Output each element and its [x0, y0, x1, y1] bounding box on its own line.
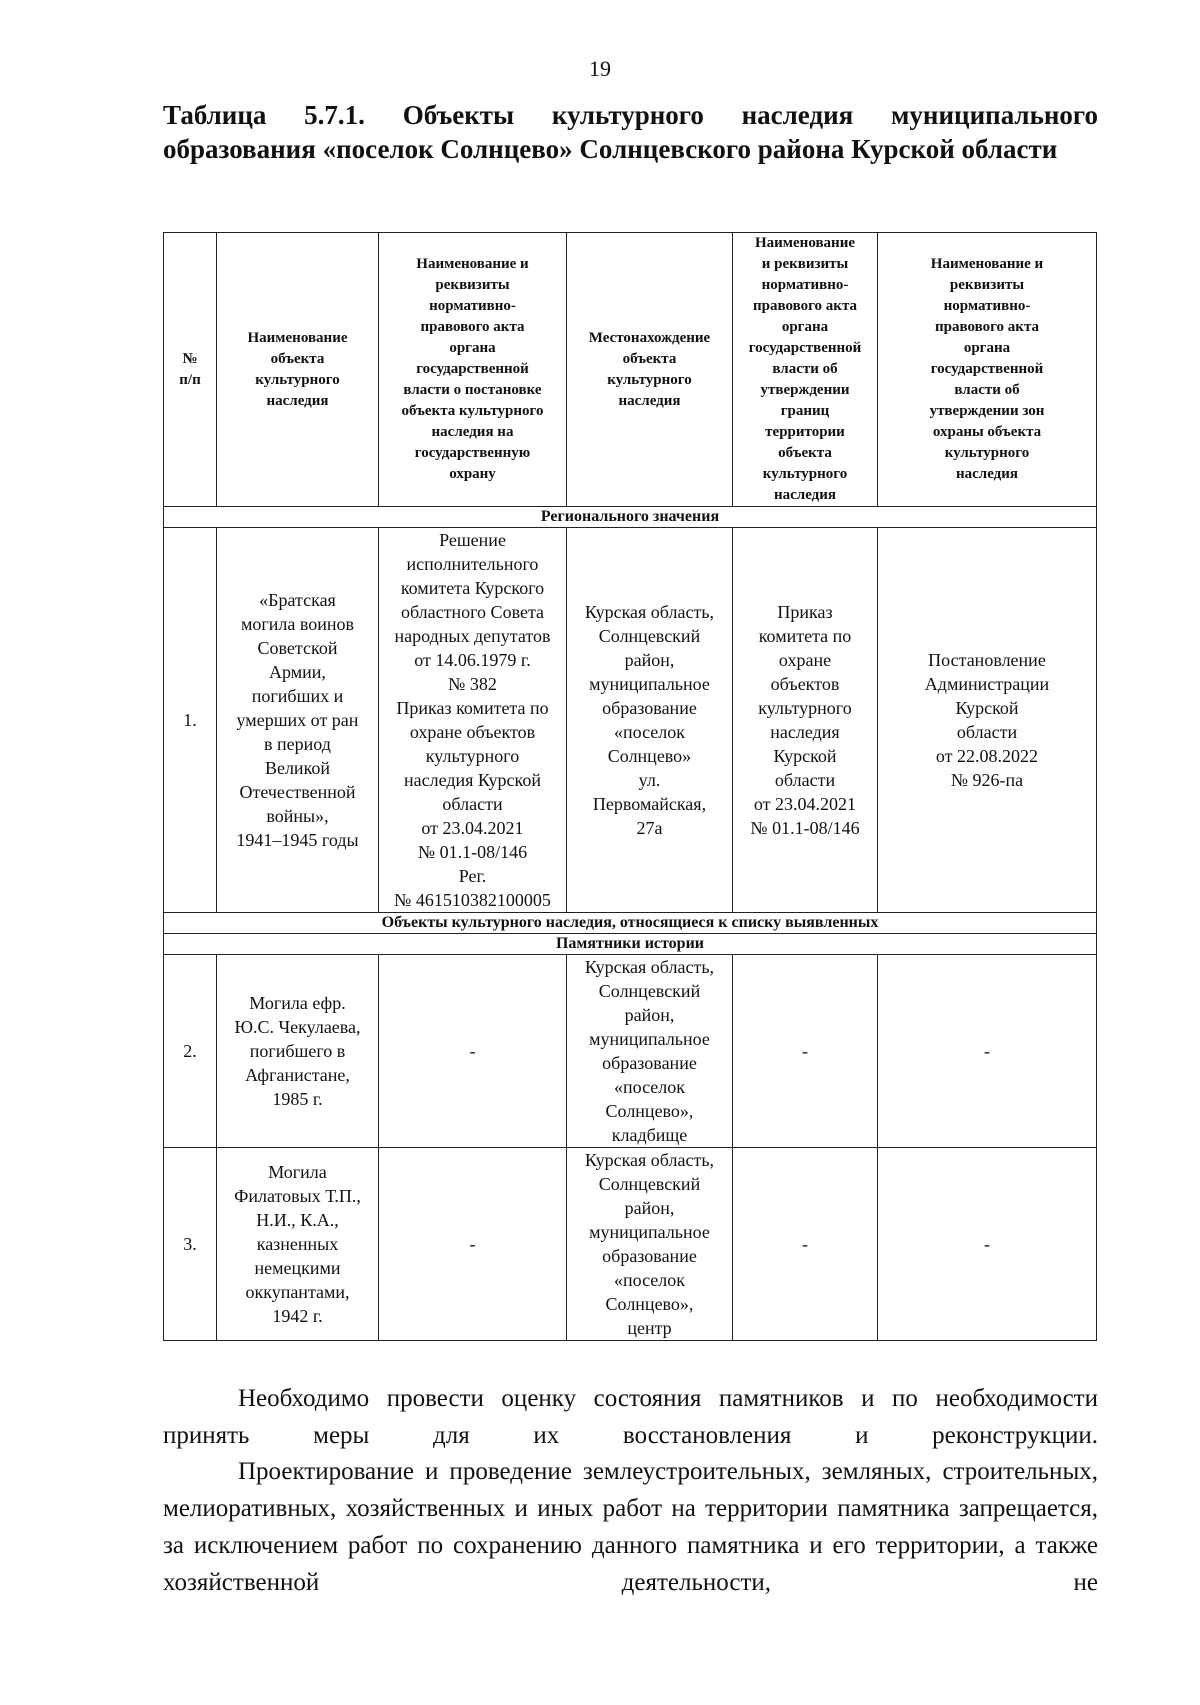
row-number: 2.: [164, 955, 217, 1148]
protection-zones-cell: Постановление Администрации Курской области от 22.08.2022 № 926-па: [878, 528, 1097, 913]
object-name-cell: «Братская могила воинов Советской Армии, погибших и умерших от ран в период Великой Отечественной войны», 1941–1945 годы: [217, 528, 379, 913]
page-number: 19: [589, 56, 611, 81]
boundaries-act-cell: -: [733, 1148, 878, 1341]
table-title: Таблица 5.7.1. Объекты культурного наследия муниципального образования «поселок Солнцево» Солнцевского района Курской области: [163, 100, 1098, 164]
boundaries-act-cell: Приказ комитета по охране объектов культурного наследия Курской области от 23.04.2021 № 01.1-08/146: [733, 528, 878, 913]
location-cell: Курская область, Солнцевский район, муниципальное образование «поселок Солнцево», кладбище: [567, 955, 733, 1148]
boundaries-act-cell: -: [733, 955, 878, 1148]
body-paragraph: Необходимо провести оценку состояния памятников и по необходимости принять меры для их восстановления и реконструкции.: [163, 1385, 1098, 1449]
location-cell: Курская область, Солнцевский район, муниципальное образование «поселок Солнцево» ул. Первомайская, 27а: [567, 528, 733, 913]
object-name-cell: Могила ефр. Ю.С. Чекулаева, погибшего в Афганистане, 1985 г.: [217, 955, 379, 1148]
registration-act-cell: -: [379, 1148, 567, 1341]
body-paragraph: Проектирование и проведение землеустроительных, земляных, строительных, мелиоративных, хозяйственных и иных работ на территории памятника запрещается, за исключением работ по сохранению данного памятника и его территории, а также хозяйственной деятельности, не: [163, 1458, 1098, 1596]
registration-act-cell: Решение исполнительного комитета Курского областного Совета народных депутатов от 14.06.1979 г. № 382 Приказ комитета по охране объектов культурного наследия Курской области от 23.04.2021 № 01.1-08/146 Рег. № 461510382100005: [379, 528, 567, 913]
header-num: № п/п: [164, 233, 217, 507]
protection-zones-cell: -: [878, 955, 1097, 1148]
heritage-objects-table: [163, 232, 1097, 1341]
section-row-regional: [164, 507, 1097, 528]
section-label-regional: Регионального значения: [164, 507, 1097, 528]
section-row-identified: [164, 913, 1097, 934]
section-row-history: [164, 934, 1097, 955]
location-cell: Курская область, Солнцевский район, муниципальное образование «поселок Солнцево», центр: [567, 1148, 733, 1341]
header-protection-zones-act: Наименование и реквизиты нормативно- правового акта органа государственной власти об утверждении зон охраны объекта культурного наследия: [878, 233, 1097, 507]
header-registration-act: Наименование и реквизиты нормативно- правового акта органа государственной власти о постановке объекта культурного наследия на государственную охрану: [379, 233, 567, 507]
table-header-row: [164, 233, 1097, 507]
row-number: 1.: [164, 528, 217, 913]
registration-act-cell: -: [379, 955, 567, 1148]
header-boundaries-act: Наименование и реквизиты нормативно- правового акта органа государственной власти об утверждении границ территории объекта культурного наследия: [733, 233, 878, 507]
table-row: [164, 955, 1097, 1148]
object-name-cell: Могила Филатовых Т.П., Н.И., К.А., казненных немецкими оккупантами, 1942 г.: [217, 1148, 379, 1341]
section-label-identified: Объекты культурного наследия, относящиеся к списку выявленных: [164, 913, 1097, 934]
section-label-history: Памятники истории: [164, 934, 1097, 955]
header-location: Местонахождение объекта культурного наследия: [567, 233, 733, 507]
table-row: [164, 528, 1097, 913]
row-number: 3.: [164, 1148, 217, 1341]
table-row: [164, 1148, 1097, 1341]
protection-zones-cell: -: [878, 1148, 1097, 1341]
header-object-name: Наименование объекта культурного наследия: [217, 233, 379, 507]
